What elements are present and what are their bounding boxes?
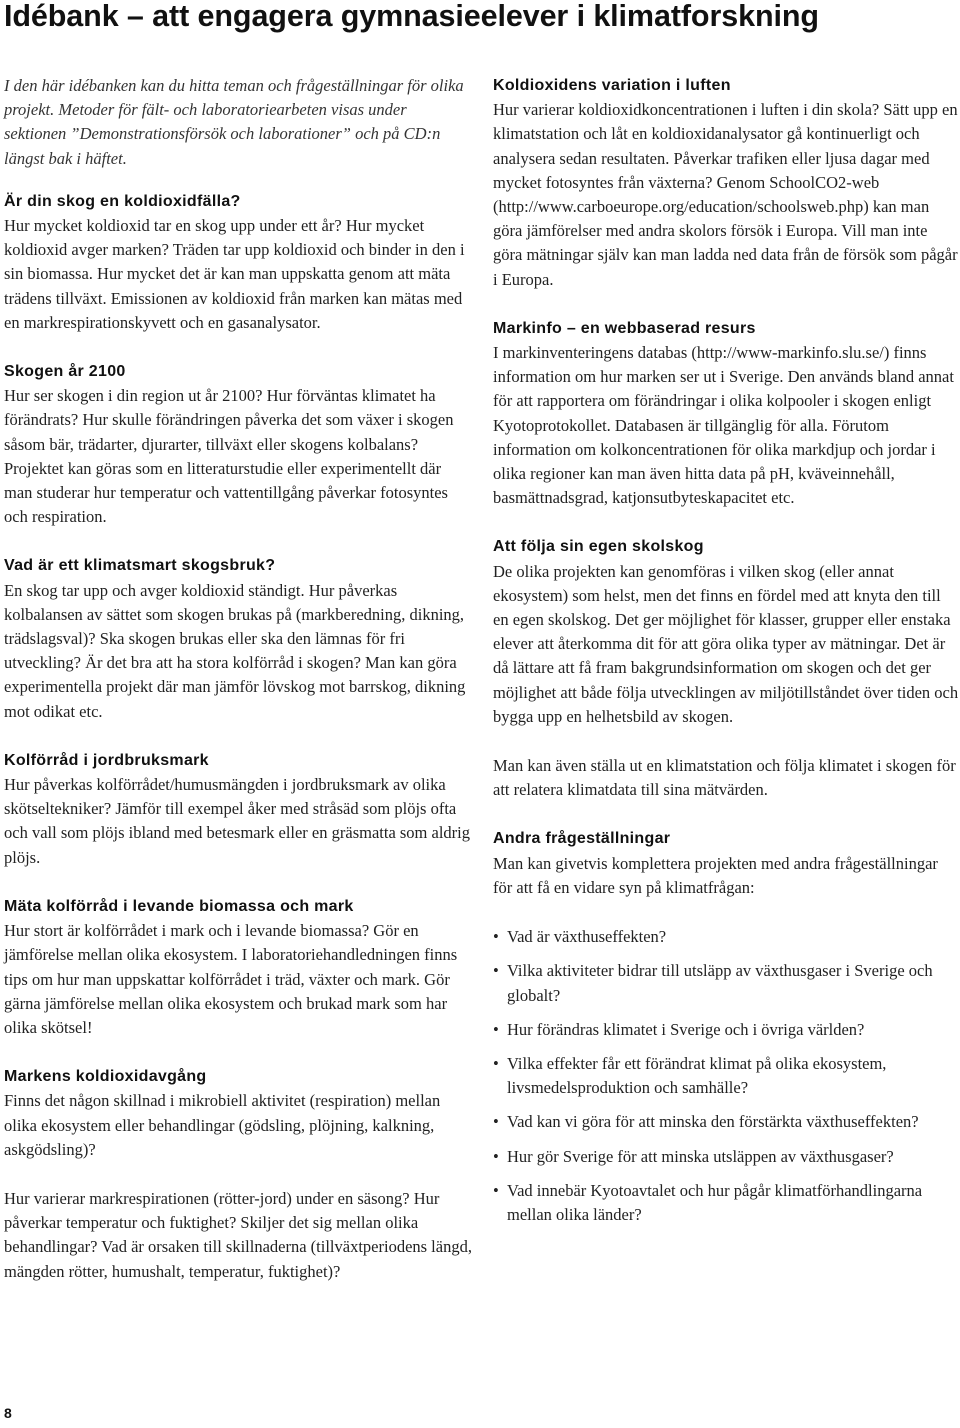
bullet-icon: • [493, 1112, 499, 1132]
left-column [4, 74, 472, 1309]
page-number: 8 [4, 1405, 12, 1421]
list-item [493, 1110, 959, 1134]
section-heading: Vad är ett klimatsmart skogsbruk? [4, 557, 276, 575]
list-item [493, 1018, 959, 1042]
list-item-text: Vad är växthuseffekten? [507, 927, 667, 947]
list-item [493, 1179, 959, 1227]
list-item-text: Hur förändras klimatet i Sverige och i övriga världen? [507, 1019, 865, 1039]
list-item-text: Vad innebär Kyotoavtalet och hur pågår klimatförhandlingarna mellan olika länder? [507, 1180, 923, 1224]
section-paragraph: De olika projekten kan genomföras i vilken skog (eller annat ekosystem) som helst, men det finns en fördel med att knyta den till en egen skolskog. Det ger möjlighet för klasser, grupper eller enstaka elever att återkomma dit för att göra olika typer av mätningar. Det är då lättare att få fram bakgrundsinformation om skogen och det ger möjlighet att både följa utvecklingen av miljötillståndet över tiden och bygga upp en helhetsbild av skogen. [493, 561, 959, 726]
section [4, 554, 472, 723]
list-item [493, 959, 959, 1007]
list-item-text: Vilka aktiviteter bidrar till utsläpp av växthusgaser i Sverige och globalt? [507, 961, 933, 1005]
list-item [493, 1052, 959, 1100]
bullet-icon: • [493, 1180, 499, 1200]
section-paragraph: Hur varierar markrespirationen (rötter-jord) under en säsong? Hur påverkar temperatur och fuktighet? Skiljer det sig mellan olika behandlingar? Vad är orsaken till skillnaderna (tillväxtperiodens längd, mängden rötter, humushalt, temperatur, fuktighet)? [4, 1188, 472, 1281]
section-paragraph: Hur ser skogen i din region ut år 2100? Hur förväntas klimatet ha förändrats? Hur skulle förändringen påverka det som växer i skogen såsom bär, trädarter, djurarter, tillväxt eller skogens kolbalans? Projektet kan göras som en litteraturstudie eller experimentellt där man studerar hur temperatur och vattentillgång påverkar fotosyntes och respiration. [4, 386, 454, 527]
section [4, 190, 472, 335]
bullet-icon: • [493, 1146, 499, 1166]
intro-text: I den här idébanken kan du hitta teman och frågeställningar för olika projekt. Metoder för fält- och laboratoriearbeten visas under sektionen ”Demonstrationsförsök och laborationer” och på CD:n längst bak i häftet. [4, 76, 464, 168]
section [4, 895, 472, 1040]
section-paragraph: Hur mycket koldioxid tar en skog upp under ett år? Hur mycket koldioxid avger marken? Träden tar upp koldioxid och binder in den i sin biomassa. Hur mycket det är kan man uppskatta genom att mäta trädens tillväxt. Emissionen av koldioxid från marken kan mätas med en markrespirationskyvett och en gasanalysator. [4, 216, 465, 332]
section-heading: Markinfo – en webbaserad resurs [493, 319, 756, 337]
right-column [493, 74, 959, 1237]
left-sections [4, 190, 472, 1284]
section [493, 827, 959, 900]
section-heading: Andra frågeställningar [493, 830, 671, 848]
section [493, 74, 959, 292]
section-paragraph: Man kan även ställa ut en klimatstation och följa klimatet i skogen för att relatera klimatdata till sina mätvärden. [493, 756, 956, 800]
list-item [493, 1145, 959, 1169]
question-list [493, 925, 959, 1227]
bullet-icon: • [493, 961, 499, 981]
section-paragraph: Finns det någon skillnad i mikrobiell aktivitet (respiration) mellan olika ekosystem eller behandlingar (gödsling, plöjning, kalkning, askgödsling)? [4, 1091, 441, 1159]
section-heading: Koldioxidens variation i luften [493, 77, 731, 94]
section-heading: Skogen år 2100 [4, 363, 126, 381]
section-heading: Mäta kolförråd i levande biomassa och mark [4, 897, 354, 915]
section [4, 749, 472, 870]
section-heading: Kolförråd i jordbruksmark [4, 751, 209, 769]
section-paragraph: Hur stort är kolförrådet i mark och i levande biomassa? Gör en jämförelse mellan olika ekosystem. I laboratoriehandledningen finns tips om hur man uppskattar kolförrådet i träd, växter och mark. Gör gärna jämförelse mellan olika ekosystem och brukad mark som har olika skötsel! [4, 921, 458, 1037]
section [4, 360, 472, 529]
right-sections [493, 74, 959, 900]
section [493, 317, 959, 511]
section-heading: Är din skog en koldioxidfälla? [4, 192, 241, 210]
list-item [493, 925, 959, 949]
section-heading: Markens koldioxidavgång [4, 1068, 207, 1086]
section-heading: Att följa sin egen skolskog [493, 538, 704, 556]
section-paragraph: Man kan givetvis komplettera projekten med andra frågeställningar för att få en vidare syn på klimatfrågan: [493, 853, 938, 897]
list-item-text: Vad kan vi göra för att minska den förstärkta växthuseffekten? [507, 1112, 919, 1132]
section [4, 1065, 472, 1284]
list-item-text: Vilka effekter får ett förändrat klimat på olika ekosystem, livsmedelsproduktion och samhälle? [507, 1053, 887, 1098]
page-title: Idébank – att engagera gymnasieelever i klimatforskning [4, 0, 819, 33]
bullet-icon: • [493, 1053, 499, 1073]
section-paragraph: Hur varierar koldioxidkoncentrationen i luften i din skola? Sätt upp en klimatstation och låt en koldioxidanalysator gå kontinuerligt och analysera sedan resultaten. Påverkar trafiken eller ljusa dagar med mycket fotosyntes från växterna? Genom SchoolCO2-web (http://www.carboeurope.org/education/schoolsweb.php) kan man göra jämförelser med andra skolors försök i Europa. Vill man inte göra mätningar själv kan man ladda ned data från de försök som pågår i Europa. [493, 100, 958, 289]
bullet-icon: • [493, 927, 499, 947]
section [493, 535, 959, 802]
list-item-text: Hur gör Sverige för att minska utsläppen av växthusgaser? [507, 1146, 894, 1166]
bullet-icon: • [493, 1019, 499, 1039]
section-paragraph: En skog tar upp och avger koldioxid ständigt. Hur påverkas kolbalansen av sättet som skogen brukas på (markberedning, dikning, trädslagsval)? Ska skogen brukas eller ska den lämnas för fri utveckling? Är det bra att ha stora kolförråd i skogen? Man kan göra experimentella projekt där man jämför lövskog mot barrskog, dikning mot odikat etc. [4, 580, 466, 721]
section-paragraph: Hur påverkas kolförrådet/humusmängden i jordbruksmark av olika skötseltekniker? Jämför till exempel åker med stråsäd som plöjs ofta och vall som plöjs ibland med betesmark eller en gräsmatta som aldrig plöjs. [4, 775, 471, 867]
section-paragraph: I markinventeringens databas (http://www-markinfo.slu.se/) finns information om hur marken ser ut i Sverige. Den används bland annat för att rapportera om förändringar i olika kolpooler i skogen enligt Kyotoprotokollet. Databasen är tillgänglig för alla. Förutom information om kolkoncentrationen för olika markdjup och jordar i olika regioner kan man även hitta data på pH, kväveinnehåll, basmättnadsgrad, katjonsutbyteskapacitet etc. [493, 343, 954, 508]
